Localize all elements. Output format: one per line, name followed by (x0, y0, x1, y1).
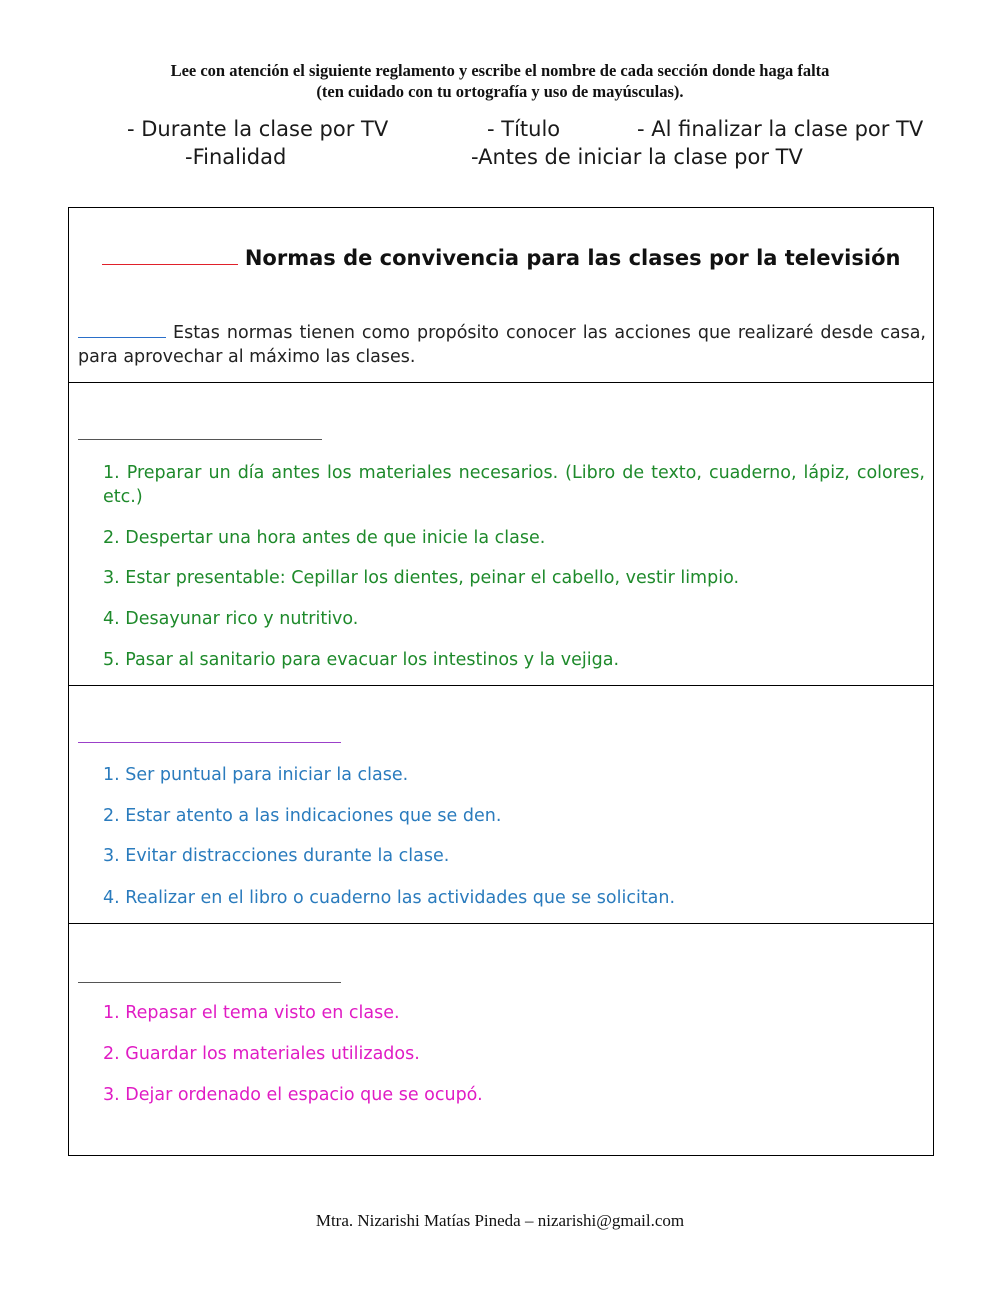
section-during (69, 685, 933, 924)
purpose-paragraph (78, 321, 926, 369)
list-item: 1. Repasar el tema visto en clase. (103, 1003, 400, 1023)
list-item: 2. Estar atento a las indicaciones que se den. (103, 806, 502, 826)
section-after (69, 923, 933, 1156)
list-item: 3. Estar presentable: Cepillar los dientes, peinar el cabello, vestir limpio. (103, 568, 740, 588)
list-item: 4. Realizar en el libro o cuaderno las actividades que se solicitan. (103, 888, 676, 908)
section-after-blank[interactable] (78, 982, 341, 983)
option-antes: -Antes de iniciar la clase por TV (471, 145, 803, 169)
list-item: 2. Guardar los materiales utilizados. (103, 1044, 420, 1064)
rules-table (68, 207, 934, 1156)
section-during-blank[interactable] (78, 742, 341, 743)
purpose-text: Estas normas tienen como propósito conocer las acciones que realizaré desde casa, para aprovechar al máximo las clases. (78, 323, 926, 367)
list-item: 3. Evitar distracciones durante la clase. (103, 846, 450, 866)
rules-title: Normas de convivencia para las clases por la televisión (244, 246, 901, 270)
instructions-line-1: Lee con atención el siguiente reglamento y escribe el nombre de cada sección donde haga falta (170, 61, 830, 80)
list-item: 5. Pasar al sanitario para evacuar los intestinos y la vejiga. (103, 650, 620, 670)
instructions-line-2: (ten cuidado con tu ortografía y uso de mayúsculas). (316, 82, 684, 101)
option-finalidad: -Finalidad (185, 145, 287, 169)
title-row (69, 246, 933, 270)
option-al-finalizar: - Al finalizar la clase por TV (637, 117, 924, 141)
section-before (69, 382, 933, 686)
option-durante: - Durante la clase por TV (127, 117, 389, 141)
instructions (0, 60, 1000, 102)
purpose-blank[interactable] (78, 335, 166, 338)
list-item: 4. Desayunar rico y nutritivo. (103, 609, 359, 629)
list-item: 3. Dejar ordenado el espacio que se ocupó. (103, 1085, 483, 1105)
list-item: 1. Ser puntual para iniciar la clase. (103, 765, 409, 785)
title-blank[interactable] (102, 262, 238, 265)
list-item: 2. Despertar una hora antes de que inicie la clase. (103, 528, 546, 548)
list-item: 1. Preparar un día antes los materiales necesarios. (Libro de texto, cuaderno, lápiz, colores, etc.) (103, 463, 925, 507)
option-titulo: - Título (487, 117, 561, 141)
section-before-blank[interactable] (78, 439, 322, 440)
footer-credit: Mtra. Nizarishi Matías Pineda – nizarishi@gmail.com (315, 1211, 685, 1230)
